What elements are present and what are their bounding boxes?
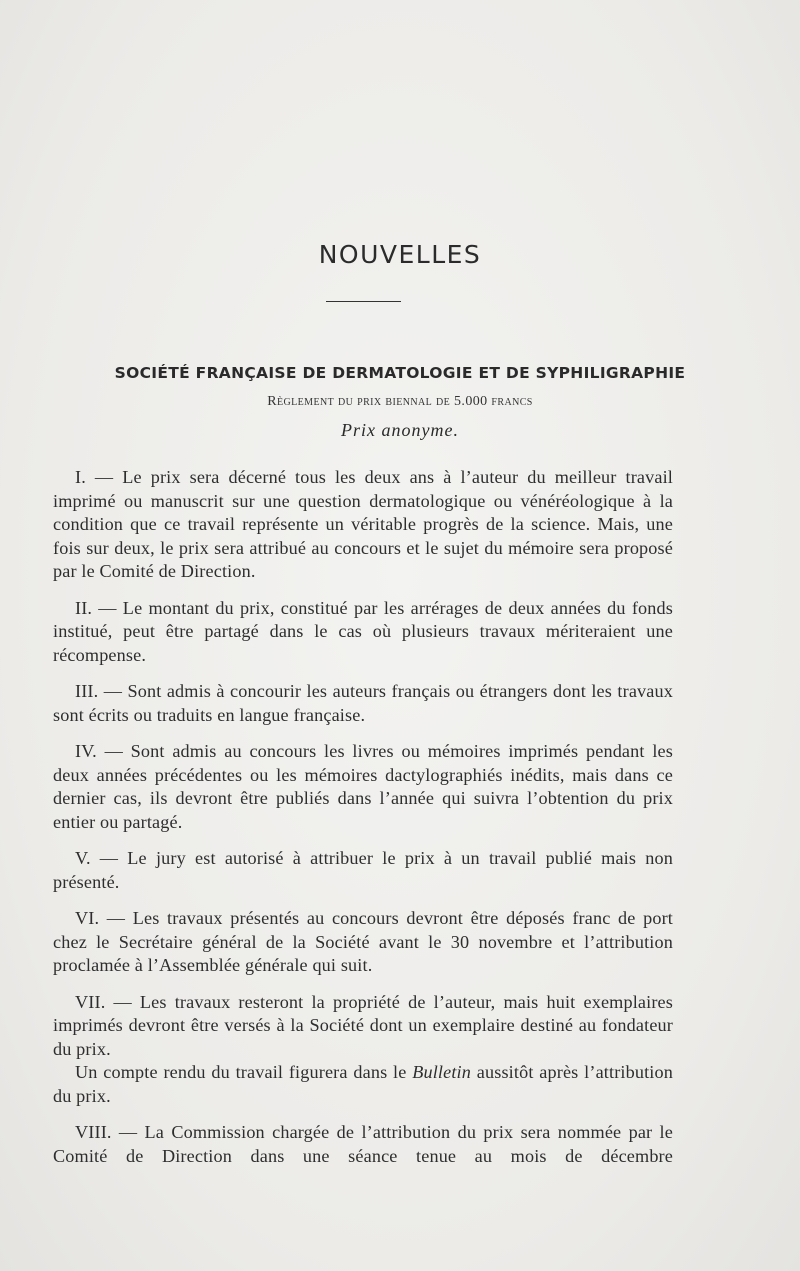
article-iii: III. — Sont admis à concourir les auteurs français ou étrangers dont les travaux sont écrits ou traduits en langue française. [53,681,673,725]
society-heading: SOCIÉTÉ FRANÇAISE DE DERMATOLOGIE ET DE SYPHILIGRAPHIE [114,364,686,382]
title-divider [326,301,401,302]
article-vii-text-after: aussitôt après l’attribution du prix. [53,1062,673,1106]
article-viii: VIII. — La Commission chargée de l’attribution du prix sera nommée par le Comité de Direction dans une séance tenue au mois de décembre [53,1122,673,1166]
article-vii-continuation [53,1061,673,1108]
article-vii-text-before: Un compte rendu du travail figurera dans le [75,1062,413,1082]
article-vi: VI. — Les travaux présentés au concours devront être déposés franc de port chez le Secrétaire général de la Société avant le 30 novembre et l’attribution proclamée à l’Assemblée générale qui suit. [53,908,673,975]
article-v: V. — Le jury est autorisé à attribuer le prix à un travail publié mais non présenté. [53,848,673,892]
article-vii: VII. — Les travaux resteront la propriété de l’auteur, mais huit exemplaires imprimés devront être versés à la Société dont un exemplaire destiné au fondateur du prix. [53,991,673,1059]
page-title: NOUVELLES [318,240,482,269]
prix-subheading: Prix anonyme. [341,420,459,440]
article-i: I. — Le prix sera décerné tous les deux ans à l’auteur du meilleur travail imprimé ou manuscrit sur une question dermatologique ou vénéréologique à la condition que ce travail représente un véritable progrès de la science. Mais, une fois sur deux, le prix sera attribué au concours et le sujet du mémoire sera proposé par le Comité de Direction. [53,467,673,581]
reglement-subheading: Règlement du prix biennal de 5.000 francs [267,394,533,409]
article-iv: IV. — Sont admis au concours les livres ou mémoires imprimés pendant les deux années précédentes ou les mémoires dactylographiés inédits, mais dans ce dernier cas, ils devront être publiés dans l’année qui suivra l’obtention du prix entier ou partagé. [53,741,673,832]
article-body [53,466,673,1181]
article-ii: II. — Le montant du prix, constitué par les arrérages de deux années du fonds institué, peut être partagé dans le cas où plusieurs travaux mériteraient une récompense. [53,597,673,665]
bulletin-italic: Bulletin [412,1062,472,1082]
